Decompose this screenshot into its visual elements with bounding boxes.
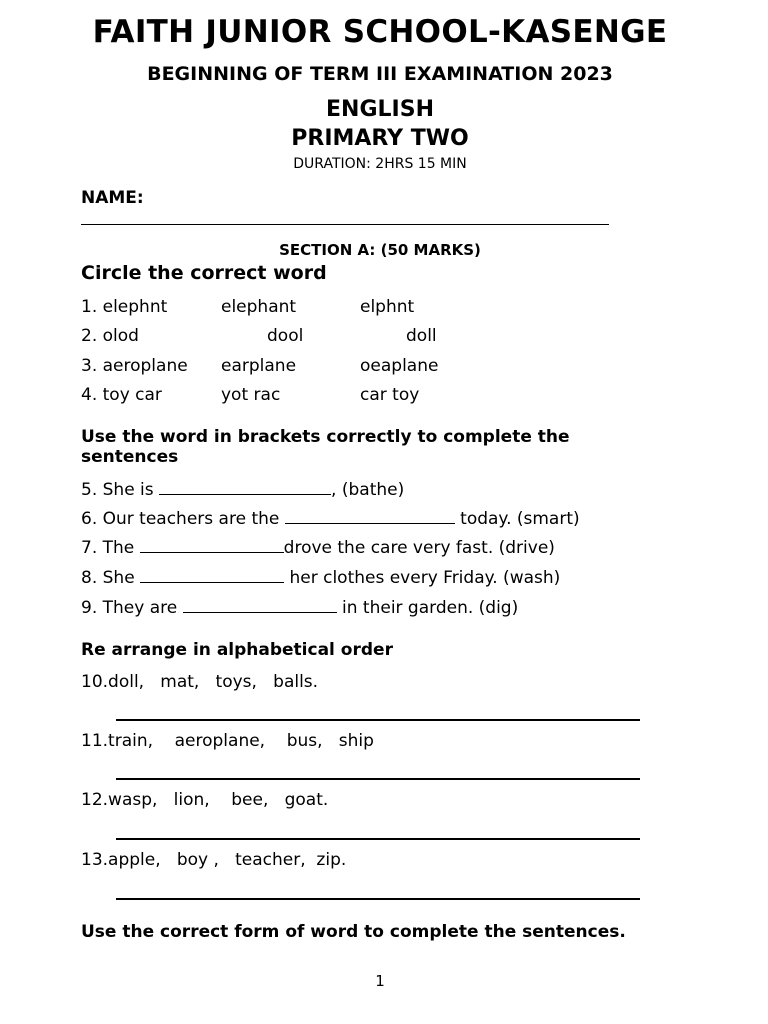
- q7-text-after: drove the care very fast. (drive): [283, 538, 555, 558]
- name-label: NAME:: [81, 188, 144, 208]
- q9-text-after: in their garden. (dig): [336, 598, 519, 618]
- q2-option-3[interactable]: doll: [406, 326, 437, 346]
- q6-blank[interactable]: [285, 509, 455, 524]
- q8-text-after: her clothes every Friday. (wash): [284, 568, 561, 588]
- q7: [81, 538, 555, 558]
- q1-option-1[interactable]: 1. elephnt: [81, 297, 168, 317]
- q9-text-before: 9. They are: [81, 598, 183, 618]
- q11-answer-line[interactable]: [116, 778, 640, 780]
- q13-answer-line[interactable]: [116, 898, 640, 900]
- q7-text-before: 7. The: [81, 538, 140, 558]
- page-number: 1: [375, 972, 385, 990]
- q1-option-2[interactable]: elephant: [221, 297, 297, 317]
- q2-option-1[interactable]: 2. olod: [81, 326, 139, 346]
- q5-text-after: , (bathe): [331, 480, 405, 500]
- part2-instruction-line2: sentences: [81, 447, 179, 467]
- school-name: FAITH JUNIOR SCHOOL-KASENGE: [92, 14, 668, 50]
- q9-blank[interactable]: [183, 598, 337, 613]
- q10-answer-line[interactable]: [116, 719, 640, 721]
- q4-option-2[interactable]: yot rac: [221, 385, 281, 405]
- q13-words: 13.apple, boy , teacher, zip.: [81, 850, 347, 870]
- q3-option-3[interactable]: oeaplane: [360, 356, 439, 376]
- q11-words: 11.train, aeroplane, bus, ship: [81, 731, 374, 751]
- q6-text-after: today. (smart): [454, 509, 580, 529]
- duration-text: DURATION: 2HRS 15 MIN: [293, 156, 467, 172]
- q8-blank[interactable]: [140, 568, 284, 583]
- exam-title: BEGINNING OF TERM III EXAMINATION 2023: [147, 63, 613, 85]
- q12-words: 12.wasp, lion, bee, goat.: [81, 790, 329, 810]
- q12-answer-line[interactable]: [116, 838, 640, 840]
- q8: [81, 568, 560, 588]
- q10-words: 10.doll, mat, toys, balls.: [81, 672, 319, 692]
- part1-instruction: Circle the correct word: [81, 262, 327, 284]
- q5-text-before: 5. She is: [81, 480, 160, 500]
- section-a-title: SECTION A: (50 MARKS): [279, 241, 481, 259]
- q5-blank[interactable]: [159, 480, 331, 495]
- subject-title: ENGLISH: [326, 97, 434, 122]
- q6-text-before: 6. Our teachers are the: [81, 509, 285, 529]
- name-answer-line[interactable]: [81, 224, 609, 225]
- q7-blank[interactable]: [140, 538, 284, 553]
- q3-option-1[interactable]: 3. aeroplane: [81, 356, 188, 376]
- part2-instruction-line1: Use the word in brackets correctly to complete the: [81, 427, 570, 447]
- class-title: PRIMARY TWO: [291, 126, 469, 151]
- q1-option-3[interactable]: elphnt: [360, 297, 415, 317]
- part4-instruction: Use the correct form of word to complete the sentences.: [81, 922, 626, 942]
- q4-option-1[interactable]: 4. toy car: [81, 385, 162, 405]
- q4-option-3[interactable]: car toy: [360, 385, 420, 405]
- q6: [81, 509, 580, 529]
- q8-text-before: 8. She: [81, 568, 141, 588]
- q2-option-2[interactable]: dool: [267, 326, 304, 346]
- q5: [81, 480, 404, 500]
- part3-instruction: Re arrange in alphabetical order: [81, 640, 393, 660]
- q9: [81, 598, 518, 618]
- q3-option-2[interactable]: earplane: [221, 356, 297, 376]
